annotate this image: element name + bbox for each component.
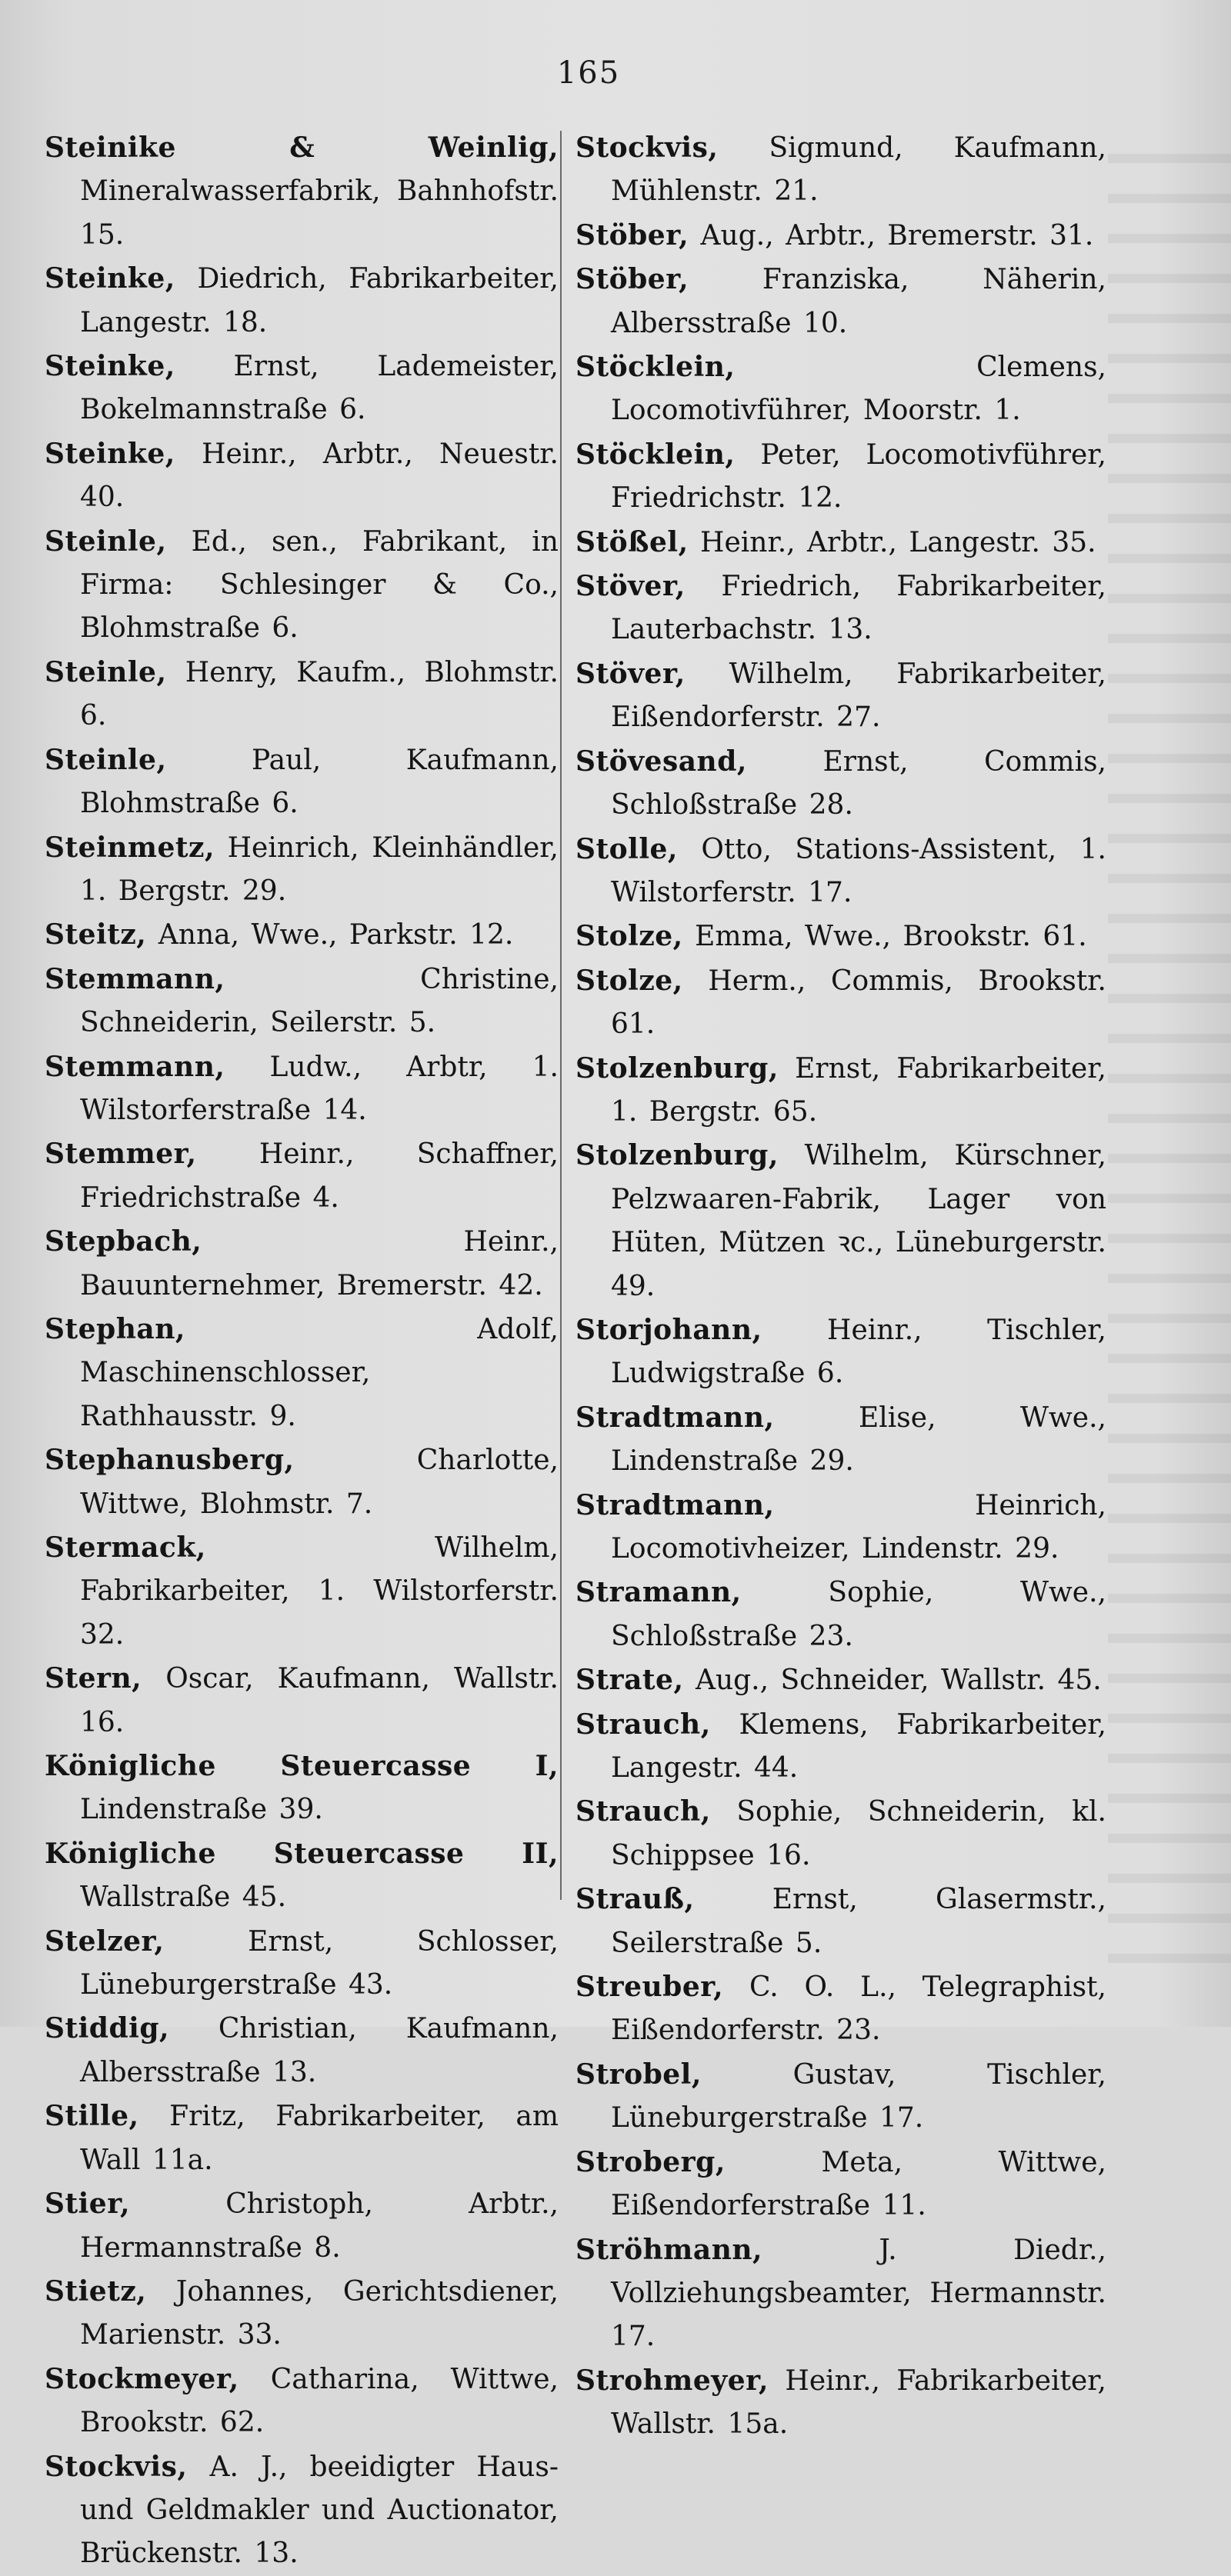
directory-entry	[575, 1965, 1106, 2053]
directory-entry	[45, 2445, 559, 2576]
entry-details: Meta, Wittwe, Eißendorferstraße 11.	[611, 2146, 1106, 2222]
directory-entry	[575, 1047, 1106, 1135]
entry-name: Stöcklein,	[575, 351, 736, 384]
directory-entry	[575, 126, 1106, 214]
entry-name: Strauch,	[575, 1795, 711, 1828]
directory-entry	[45, 1657, 559, 1745]
entry-details: Emma, Wwe., Brookstr. 61.	[682, 921, 1087, 953]
directory-entry	[45, 126, 559, 257]
left-column	[45, 126, 559, 2576]
entry-name: Königliche Steuercasse II,	[45, 1837, 559, 1870]
entry-name: Stephan,	[45, 1312, 185, 1345]
directory-entry	[575, 2359, 1106, 2447]
entry-name: Stephanusberg,	[45, 1444, 295, 1477]
entry-name: Streuber,	[575, 1971, 724, 2004]
entry-name: Stille,	[45, 2100, 139, 2133]
entry-name: Stockmeyer,	[45, 2362, 239, 2395]
directory-entry	[45, 1045, 559, 1133]
directory-entry	[575, 1134, 1106, 1308]
entry-name: Steinmetz,	[45, 831, 215, 864]
entry-details: Ed., sen., Fabrikant, in Firma: Schlesinger & Co., Blohmstraße 6.	[80, 525, 559, 645]
entry-details: Ernst, Glasermstr., Seilerstraße 5.	[611, 1884, 1106, 1959]
entry-details: Wallstraße 45.	[80, 1881, 287, 1914]
directory-entry	[575, 915, 1106, 958]
directory-entry	[45, 651, 559, 738]
entry-details: Otto, Stations-Assistent, 1. Wilstorferstr. 17.	[611, 833, 1106, 908]
entry-name: Stöcklein,	[575, 438, 736, 471]
entry-name: Stöber,	[575, 263, 689, 296]
entry-details: Heinr., Arbtr., Neuestr. 40.	[80, 438, 559, 514]
directory-entry	[45, 1438, 559, 1526]
entry-name: Steitz,	[45, 918, 147, 951]
entry-details: Ernst, Fabrikarbeiter, 1. Bergstr. 65.	[611, 1052, 1106, 1128]
entry-name: Storjohann,	[575, 1313, 762, 1346]
entry-details: Ernst, Schlosser, Lüneburgerstraße 43.	[80, 1925, 559, 2001]
directory-entry	[45, 1132, 559, 1220]
entry-details: Sophie, Schneiderin, kl. Schippsee 16.	[611, 1796, 1106, 1871]
entry-details: Heinr., Fabrikarbeiter, Wallstr. 15a.	[611, 2364, 1106, 2441]
entry-details: Christian, Kaufmann, Albersstraße 13.	[80, 2013, 559, 2088]
entry-details: Franziska, Näherin, Albersstraße 10.	[611, 264, 1106, 339]
page-number: 165	[556, 55, 621, 91]
directory-entry	[575, 565, 1106, 652]
entry-details: Sigmund, Kaufmann, Mühlenstr. 21.	[611, 132, 1106, 208]
entry-details: Anna, Wwe., Parkstr. 12.	[146, 919, 514, 951]
entry-name: Stramann,	[575, 1576, 742, 1609]
entry-name: Stern,	[45, 1662, 142, 1695]
entry-details: Gustav, Tischler, Lüneburgerstraße 17.	[611, 2058, 1106, 2134]
entry-details: Adolf, Maschinenschlosser, Rathhausstr. 9.	[80, 1313, 559, 1432]
entry-details: Wilhelm, Fabrikarbeiter, Eißendorferstr. 27.	[611, 658, 1106, 734]
bleed-through-edge	[1108, 123, 1231, 1969]
entry-details: Heinr., Schaffner, Friedrichstraße 4.	[80, 1138, 559, 1214]
entry-details: Mineralwasserfabrik, Bahnhofstr. 15.	[80, 175, 559, 251]
right-column	[575, 126, 1106, 2447]
directory-entry	[575, 521, 1106, 565]
directory-entry	[575, 740, 1106, 828]
directory-entry	[45, 432, 559, 520]
entry-details: Henry, Kaufm., Blohmstr. 6.	[80, 656, 559, 732]
directory-entry	[45, 1745, 559, 1832]
entry-details: J. Diedr., Vollziehungsbeamter, Hermannstr. 17.	[611, 2234, 1106, 2353]
entry-name: Steinle,	[45, 743, 167, 776]
entry-details: Christoph, Arbtr., Hermannstraße 8.	[80, 2188, 559, 2264]
directory-entry	[45, 826, 559, 914]
directory-entry	[575, 652, 1106, 740]
entry-name: Stemmer,	[45, 1138, 197, 1171]
directory-entry	[575, 214, 1106, 258]
entry-name: Ströhmann,	[575, 2233, 763, 2266]
directory-entry	[45, 257, 559, 345]
entry-name: Strauß,	[575, 1883, 695, 1916]
directory-entry	[45, 2094, 559, 2182]
entry-name: Stockvis,	[45, 2450, 188, 2483]
entry-name: Steinke,	[45, 437, 175, 470]
directory-entry	[45, 913, 559, 957]
entry-name: Strauch,	[575, 1708, 711, 1741]
directory-entry	[575, 2228, 1106, 2359]
entry-name: Stemmann,	[45, 1050, 225, 1083]
entry-name: Stemmann,	[45, 962, 225, 995]
entry-details: Heinrich, Kleinhändler, 1. Bergstr. 29.	[80, 831, 559, 907]
directory-entry	[45, 2182, 559, 2270]
entry-name: Steinle,	[45, 525, 167, 558]
entry-details: Diedrich, Fabrikarbeiter, Langestr. 18.	[80, 263, 559, 338]
entry-name: Königliche Steuercasse I,	[45, 1750, 559, 1783]
entry-details: Paul, Kaufmann, Blohmstraße 6.	[80, 744, 559, 820]
entry-details: Johannes, Gerichtsdiener, Marienstr. 33.	[80, 2275, 559, 2351]
entry-details: Heinr., Bauunternehmer, Bremerstr. 42.	[80, 1226, 559, 1301]
entry-details: Heinr., Tischler, Ludwigstraße 6.	[611, 1314, 1106, 1390]
entry-details: Clemens, Locomotivführer, Moorstr. 1.	[611, 352, 1106, 427]
entry-name: Steinke,	[45, 262, 175, 295]
entry-details: Charlotte, Wittwe, Blohmstr. 7.	[80, 1445, 559, 1520]
directory-entry	[45, 345, 559, 432]
directory-entry	[45, 2358, 559, 2445]
entry-name: Stepbach,	[45, 1225, 202, 1258]
entry-name: Strate,	[575, 1664, 684, 1697]
entry-name: Strohmeyer,	[575, 2364, 769, 2397]
directory-entry	[45, 958, 559, 1045]
entry-name: Stöver,	[575, 570, 686, 603]
entry-details: Ludw., Arbtr, 1. Wilstorferstraße 14.	[80, 1051, 559, 1126]
entry-details: Oscar, Kaufmann, Wallstr. 16.	[80, 1663, 559, 1738]
directory-entry	[575, 959, 1106, 1047]
entry-details: C. O. L., Telegraphist, Eißendorferstr. 23.	[611, 1971, 1106, 2047]
directory-entry	[575, 1484, 1106, 1571]
directory-entry	[45, 738, 559, 826]
entry-details: Peter, Locomotivführer, Friedrichstr. 12.	[611, 438, 1106, 515]
entry-name: Stöver,	[575, 657, 686, 690]
entry-details: Friedrich, Fabrikarbeiter, Lauterbachstr. 13.	[611, 571, 1106, 646]
directory-entry	[45, 1308, 559, 1438]
directory-entry	[575, 345, 1106, 433]
entry-name: Stöber,	[575, 218, 689, 252]
entry-details: Heinr., Arbtr., Langestr. 35.	[688, 526, 1096, 558]
entry-details: Ernst, Lademeister, Bokelmannstraße 6.	[80, 351, 559, 426]
entry-details: A. J., beeidigter Haus- und Geldmakler und Auctionator, Brückenstr. 13.	[80, 2451, 559, 2570]
entry-name: Strobel,	[575, 2058, 702, 2091]
entry-name: Stolze,	[575, 964, 683, 997]
entry-name: Stradtmann,	[575, 1401, 775, 1434]
entry-details: Lindenstraße 39.	[80, 1794, 323, 1826]
directory-entry	[575, 2053, 1106, 2141]
entry-details: Sophie, Wwe., Schloßstraße 23.	[611, 1577, 1106, 1652]
directory-entry	[575, 1571, 1106, 1658]
directory-entry	[45, 1220, 559, 1308]
entry-details: Christine, Schneiderin, Seilerstr. 5.	[80, 963, 559, 1039]
entry-name: Steinke,	[45, 350, 175, 383]
entry-name: Stövesand,	[575, 745, 747, 778]
entry-name: Stockvis,	[575, 132, 719, 164]
entry-details: Aug., Arbtr., Bremerstr. 31.	[689, 219, 1094, 252]
entry-name: Stier,	[45, 2188, 131, 2221]
directory-entry	[45, 1832, 559, 1920]
entry-details: Ernst, Commis, Schloßstraße 28.	[611, 745, 1106, 821]
entry-name: Stolze,	[575, 920, 683, 953]
entry-name: Stermack,	[45, 1531, 206, 1564]
directory-entry	[575, 1878, 1106, 1965]
column-divider	[560, 131, 562, 1900]
entry-details: Aug., Schneider, Wallstr. 45.	[683, 1665, 1102, 1697]
entry-name: Stroberg,	[575, 2145, 726, 2178]
entry-details: Fritz, Fabrikarbeiter, am Wall 11a.	[80, 2101, 559, 2176]
entry-details: Catharina, Wittwe, Brookstr. 62.	[80, 2363, 559, 2439]
entry-name: Stiddig,	[45, 2012, 170, 2045]
entry-name: Stradtmann,	[575, 1488, 775, 1521]
entry-details: Wilhelm, Fabrikarbeiter, 1. Wilstorferstr. 32.	[80, 1532, 559, 1651]
entry-name: Steinike & Weinlig,	[45, 132, 559, 164]
directory-entry	[45, 2007, 559, 2094]
entry-name: Stolzenburg,	[575, 1051, 779, 1085]
entry-details: Klemens, Fabrikarbeiter, Langestr. 44.	[611, 1708, 1106, 1785]
directory-entry	[45, 520, 559, 651]
entry-details: Elise, Wwe., Lindenstraße 29.	[611, 1401, 1106, 1478]
directory-entry	[45, 1920, 559, 2008]
directory-entry	[575, 1396, 1106, 1484]
directory-entry	[575, 828, 1106, 915]
directory-entry	[575, 1703, 1106, 1791]
directory-entry	[45, 1526, 559, 1657]
entry-name: Stößel,	[575, 525, 689, 558]
directory-entry	[575, 2141, 1106, 2228]
entry-details: Herm., Commis, Brookstr. 61.	[611, 965, 1106, 1041]
entry-details: Heinrich, Locomotivheizer, Lindenstr. 29.	[611, 1489, 1106, 1565]
entry-name: Stolzenburg,	[575, 1139, 779, 1172]
entry-name: Stelzer,	[45, 1925, 165, 1958]
directory-entry	[575, 258, 1106, 345]
entry-name: Stolle,	[575, 832, 678, 865]
directory-entry	[45, 2270, 559, 2358]
directory-entry	[575, 1658, 1106, 1702]
directory-entry	[575, 1790, 1106, 1878]
directory-entry	[575, 1308, 1106, 1396]
entry-name: Steinle,	[45, 655, 167, 688]
entry-details: Wilhelm, Kürschner, Pelzwaaren-Fabrik, Lager von Hüten, Mützen ꝛc., Lüneburgerstr. 49.	[611, 1140, 1106, 1302]
entry-name: Stietz,	[45, 2274, 147, 2308]
directory-entry	[575, 433, 1106, 521]
